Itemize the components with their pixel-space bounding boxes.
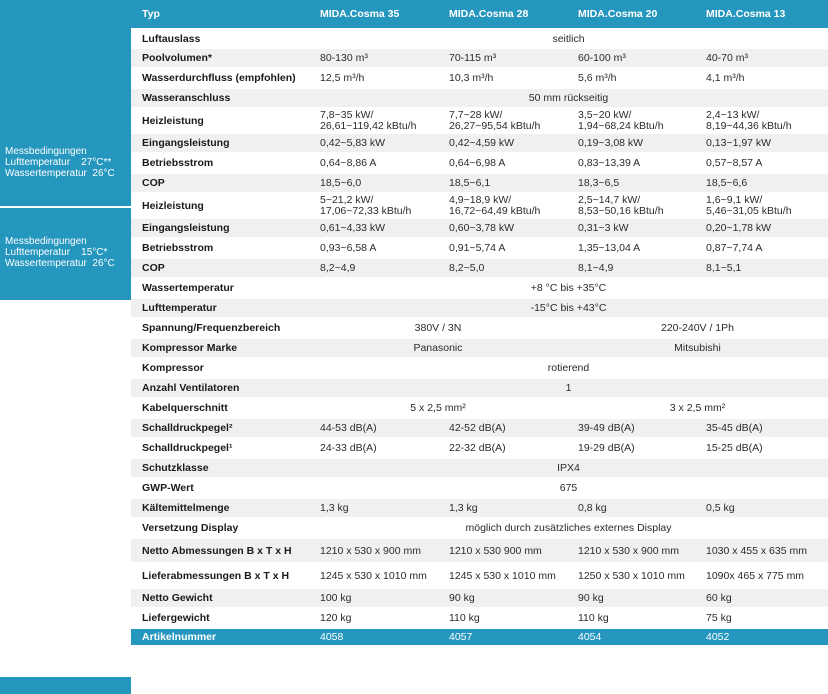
row-label: Netto Abmessungen B x T x H: [131, 538, 309, 563]
row-value: 22-32 dB(A): [438, 438, 567, 458]
row-value: 70-115 m³: [438, 48, 567, 68]
row-value-pair: Mitsubishi: [567, 338, 828, 358]
row-value: 1,3 kg: [309, 498, 438, 518]
row-value: [567, 108, 695, 133]
row-label: Schalldruckpegel²: [131, 418, 309, 438]
value-line-2: 5,46~31,05 kBtu/h: [706, 204, 792, 217]
footer-value: 4054: [567, 628, 695, 646]
row-value: 5,6 m³/h: [567, 68, 695, 88]
row-value: 0,64~6,98 A: [438, 153, 567, 173]
row-value: 8,2~4,9: [309, 258, 438, 278]
value-line-2: 26,27~95,54 kBtu/h: [449, 119, 541, 132]
row-value: 80-130 m³: [309, 48, 438, 68]
row-label: Kabelquerschnitt: [131, 398, 309, 418]
row-value: 24-33 dB(A): [309, 438, 438, 458]
row-label: COP: [131, 258, 309, 278]
row-label: Kältemittelmenge: [131, 498, 309, 518]
footer-row: [131, 628, 828, 646]
row-value: 18,5~6,1: [438, 173, 567, 193]
table-row: [131, 608, 828, 628]
row-value: 35-45 dB(A): [695, 418, 828, 438]
row-value-all: +8 °C bis +35°C: [309, 278, 828, 298]
row-label: Kompressor: [131, 358, 309, 378]
header-model-13: MIDA.Cosma 13: [695, 0, 828, 29]
value-line-1: 7,7~28 kW/: [449, 108, 503, 121]
row-value: 8,2~5,0: [438, 258, 567, 278]
row-label: Kompressor Marke: [131, 338, 309, 358]
spec-table: [131, 0, 828, 647]
table-row: [131, 133, 828, 153]
table-row: [131, 478, 828, 498]
row-value: 1245 x 530 x 1010 mm: [309, 563, 438, 588]
value-line-1: 4,9~18,9 kW/: [449, 193, 512, 206]
row-label: Wasserdurchfluss (empfohlen): [131, 68, 309, 88]
table-row: [131, 258, 828, 278]
row-value: 1210 x 530 x 900 mm: [567, 538, 695, 563]
row-value: 1210 x 530 900 mm: [438, 538, 567, 563]
row-value: 0,20~1,78 kW: [695, 218, 828, 238]
measurement-conditions-27: [0, 0, 131, 206]
row-label: Schutzklasse: [131, 458, 309, 478]
header-model-35: MIDA.Cosma 35: [309, 0, 438, 29]
footer-value: 4057: [438, 628, 567, 646]
row-label: Luftauslass: [131, 29, 309, 48]
row-value: [438, 108, 567, 133]
footer-value: 4052: [695, 628, 828, 646]
row-value-all: rotierend: [309, 358, 828, 378]
row-value: [567, 193, 695, 218]
row-value-pair: 3 x 2,5 mm²: [567, 398, 828, 418]
row-value: [309, 193, 438, 218]
row-label: Liefergewicht: [131, 608, 309, 628]
row-value: 0,19~3,08 kW: [567, 133, 695, 153]
row-value: 40-70 m³: [695, 48, 828, 68]
table-row: [131, 29, 828, 48]
row-value: 8,1~4,9: [567, 258, 695, 278]
table-row: [131, 588, 828, 608]
side2-line3: Wassertemperatur 26°C: [5, 258, 115, 269]
sidebar-bottom-band: [0, 677, 131, 694]
row-value: [438, 193, 567, 218]
row-value: 60 kg: [695, 588, 828, 608]
side1-line1: Messbedingungen: [5, 146, 87, 157]
row-value: 0,42~5,83 kW: [309, 133, 438, 153]
value-line-2: 26,61~119,42 kBtu/h: [320, 119, 417, 132]
row-value: 0,64~8,86 A: [309, 153, 438, 173]
table-row: [131, 218, 828, 238]
table-row: [131, 238, 828, 258]
row-value: 12,5 m³/h: [309, 68, 438, 88]
row-value-all: 1: [309, 378, 828, 398]
row-value: 19-29 dB(A): [567, 438, 695, 458]
side2-line2: Lufttemperatur 15°C*: [5, 247, 108, 258]
value-line-1: 2,5~14,7 kW/: [578, 193, 641, 206]
row-label: Lieferabmessungen B x T x H: [131, 563, 309, 588]
row-label: GWP-Wert: [131, 478, 309, 498]
row-label: Schalldruckpegel¹: [131, 438, 309, 458]
row-label: Anzahl Ventilatoren: [131, 378, 309, 398]
row-value: 110 kg: [438, 608, 567, 628]
footer-label: Artikelnummer: [131, 628, 309, 646]
value-line-1: 2,4~13 kW/: [706, 108, 760, 121]
value-line-2: 16,72~64,49 kBtu/h: [449, 204, 541, 217]
table-row: [131, 358, 828, 378]
row-value: 110 kg: [567, 608, 695, 628]
table-row: [131, 173, 828, 193]
row-value: 0,8 kg: [567, 498, 695, 518]
row-value: 0,57~8,57 A: [695, 153, 828, 173]
row-value: 1090x 465 x 775 mm: [695, 563, 828, 588]
value-line-1: 1,6~9,1 kW/: [706, 193, 763, 206]
measurement-sidebar: [0, 0, 131, 694]
measurement-conditions-15: [0, 208, 131, 300]
table-row: [131, 398, 828, 418]
table-row: [131, 48, 828, 68]
table-row: [131, 298, 828, 318]
value-line-1: 3,5~20 kW/: [578, 108, 632, 121]
row-value: 120 kg: [309, 608, 438, 628]
table-row: [131, 498, 828, 518]
row-label: Heizleistung: [131, 193, 309, 218]
value-line-2: 8,53~50,16 kBtu/h: [578, 204, 664, 217]
row-value: 0,42~4,59 kW: [438, 133, 567, 153]
row-value: 1,3 kg: [438, 498, 567, 518]
table-row: [131, 153, 828, 173]
header-row: [131, 0, 828, 29]
row-value-pair: 380V / 3N: [309, 318, 567, 338]
row-value: 1210 x 530 x 900 mm: [309, 538, 438, 563]
row-label: Wassertemperatur: [131, 278, 309, 298]
header-model-20: MIDA.Cosma 20: [567, 0, 695, 29]
row-value: 18,3~6,5: [567, 173, 695, 193]
row-value: 39-49 dB(A): [567, 418, 695, 438]
row-value: 10,3 m³/h: [438, 68, 567, 88]
row-value-pair: Panasonic: [309, 338, 567, 358]
value-line-2: 8,19~44,36 kBtu/h: [706, 119, 792, 132]
row-label: Betriebsstrom: [131, 153, 309, 173]
row-value: 15-25 dB(A): [695, 438, 828, 458]
header-typ: Typ: [131, 0, 309, 29]
table-row: [131, 68, 828, 88]
row-value: 1,35~13,04 A: [567, 238, 695, 258]
footer-value: 4058: [309, 628, 438, 646]
row-label: Betriebsstrom: [131, 238, 309, 258]
row-value: 1250 x 530 x 1010 mm: [567, 563, 695, 588]
row-label: Heizleistung: [131, 108, 309, 133]
row-value: 75 kg: [695, 608, 828, 628]
table-row: [131, 378, 828, 398]
row-label: COP: [131, 173, 309, 193]
row-value-pair: 5 x 2,5 mm²: [309, 398, 567, 418]
side1-line2: Lufttemperatur 27°C**: [5, 157, 112, 168]
row-value-pair: 220-240V / 1Ph: [567, 318, 828, 338]
table-row: [131, 88, 828, 108]
row-value: 1030 x 455 x 635 mm: [695, 538, 828, 563]
row-label: Poolvolumen*: [131, 48, 309, 68]
row-label: Lufttemperatur: [131, 298, 309, 318]
row-value: [309, 108, 438, 133]
row-label: Eingangsleistung: [131, 133, 309, 153]
value-line-2: 1,94~68,24 kBtu/h: [578, 119, 664, 132]
row-value: [695, 193, 828, 218]
table-row: [131, 318, 828, 338]
value-line-1: 7,8~35 kW/: [320, 108, 374, 121]
row-value: 0,31~3 kW: [567, 218, 695, 238]
side1-line3: Wassertemperatur 26°C: [5, 168, 115, 179]
table-row: [131, 563, 828, 588]
row-value: [695, 108, 828, 133]
row-value-all: 50 mm rückseitig: [309, 88, 828, 108]
table-row: [131, 538, 828, 563]
row-value: 0,83~13,39 A: [567, 153, 695, 173]
row-value: 0,91~5,74 A: [438, 238, 567, 258]
row-label: Eingangsleistung: [131, 218, 309, 238]
row-value-all: 675: [309, 478, 828, 498]
row-value-all: möglich durch zusätzliches externes Display: [309, 518, 828, 538]
table-row: [131, 438, 828, 458]
row-value: 0,13~1,97 kW: [695, 133, 828, 153]
row-value-all: seitlich: [309, 29, 828, 48]
row-label: Wasseranschluss: [131, 88, 309, 108]
row-value: 1245 x 530 x 1010 mm: [438, 563, 567, 588]
table-row: [131, 518, 828, 538]
row-value: 100 kg: [309, 588, 438, 608]
row-value: 0,61~4,33 kW: [309, 218, 438, 238]
row-value: 18,5~6,6: [695, 173, 828, 193]
value-line-2: 17,06~72,33 kBtu/h: [320, 204, 412, 217]
row-label: Netto Gewicht: [131, 588, 309, 608]
row-value-all: -15°C bis +43°C: [309, 298, 828, 318]
row-value: 60-100 m³: [567, 48, 695, 68]
table-row: [131, 418, 828, 438]
table-row: [131, 193, 828, 218]
table-row: [131, 458, 828, 478]
row-value: 90 kg: [438, 588, 567, 608]
spec-body: [131, 29, 828, 628]
row-value: 0,87~7,74 A: [695, 238, 828, 258]
row-value: 0,5 kg: [695, 498, 828, 518]
table-row: [131, 338, 828, 358]
row-value: 4,1 m³/h: [695, 68, 828, 88]
row-value: 0,93~6,58 A: [309, 238, 438, 258]
row-value: 18,5~6,0: [309, 173, 438, 193]
row-value: 44-53 dB(A): [309, 418, 438, 438]
row-value: 90 kg: [567, 588, 695, 608]
row-value: 42-52 dB(A): [438, 418, 567, 438]
row-label: Spannung/Frequenzbereich: [131, 318, 309, 338]
row-value: 8,1~5,1: [695, 258, 828, 278]
header-model-28: MIDA.Cosma 28: [438, 0, 567, 29]
table-row: [131, 108, 828, 133]
row-value: 0,60~3,78 kW: [438, 218, 567, 238]
side2-line1: Messbedingungen: [5, 236, 87, 247]
row-value-all: IPX4: [309, 458, 828, 478]
value-line-1: 5~21,2 kW/: [320, 193, 374, 206]
row-label: Versetzung Display: [131, 518, 309, 538]
table-row: [131, 278, 828, 298]
